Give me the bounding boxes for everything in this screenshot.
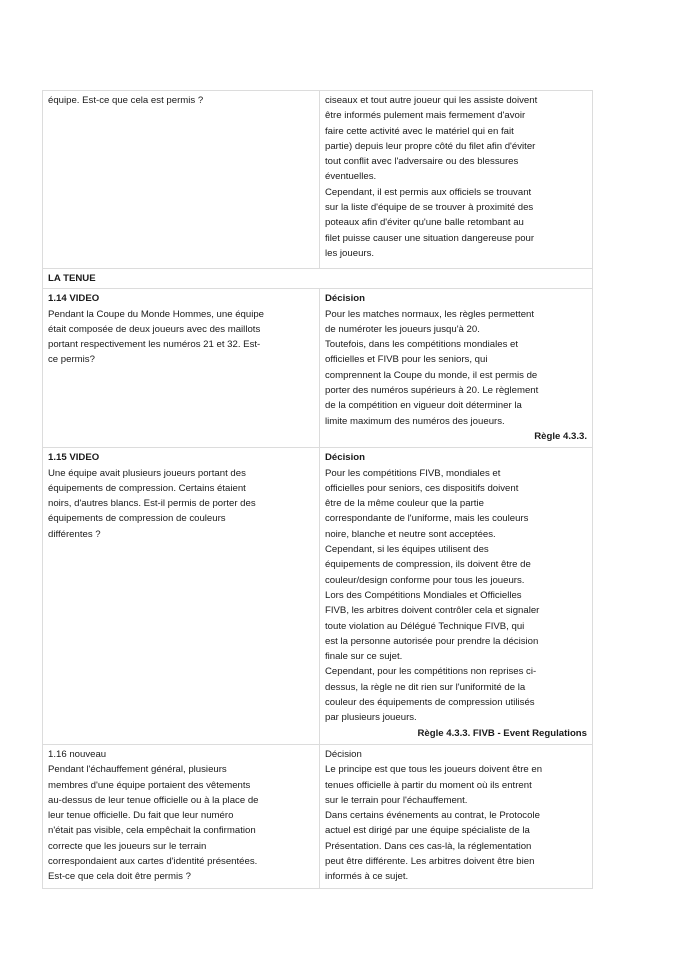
- decision-cell: [320, 289, 593, 448]
- question-cell: [43, 448, 320, 745]
- decision-line: limite maximum des numéros des joueurs.: [325, 415, 505, 427]
- question-line: n'était pas visible, cela empêchait la confirmation: [48, 825, 256, 837]
- section-title: LA TENUE: [43, 269, 593, 289]
- table-row: [43, 289, 593, 448]
- case-heading: 1.16 nouveau: [48, 748, 107, 760]
- section-row: [43, 269, 593, 289]
- table-row: [43, 744, 593, 888]
- decision-line: par plusieurs joueurs.: [325, 712, 417, 724]
- decision-line: actuel est dirigé par une équipe spécialiste de la: [325, 825, 530, 837]
- decision-line: Dans certains événements au contrat, le Protocole: [325, 810, 540, 822]
- decision-heading: Décision: [325, 748, 362, 760]
- decision-line: faire cette activité avec le matériel qui en fait: [325, 125, 514, 137]
- decision-line: est la personne autorisée pour prendre la décision: [325, 635, 539, 647]
- decision-line: les joueurs.: [325, 247, 375, 259]
- decision-line: Cependant, il est permis aux officiels se trouvant: [325, 186, 532, 198]
- decision-line: sur le terrain pour l'échauffement.: [325, 794, 468, 806]
- question-line: leur tenue officielle. Du fait que leur numéro: [48, 810, 234, 822]
- decision-line: porter des numéros supérieurs à 20. Le règlement: [325, 385, 539, 397]
- decision-line: peut être différente. Les arbitres doivent être bien: [325, 855, 535, 867]
- question-line: portant respectivement les numéros 21 et 32. Est-: [48, 339, 261, 351]
- question-line: noirs, d'autres blancs. Est-il permis de porter des: [48, 498, 256, 510]
- decision-line: dessus, la règle ne dit rien sur l'uniformité de la: [325, 681, 526, 693]
- decision-line: de numéroter les joueurs jusqu'à 20.: [325, 323, 480, 335]
- decision-line: Lors des Compétitions Mondiales et Officielles: [325, 589, 522, 601]
- question-line: Pendant la Coupe du Monde Hommes, une équipe: [48, 308, 265, 320]
- decision-line: de la compétition en vigueur doit déterminer la: [325, 400, 522, 412]
- rule-reference: Règle 4.3.3. FIVB - Event Regulations: [417, 727, 587, 739]
- decision-cell: [320, 448, 593, 745]
- decision-heading: Décision: [325, 452, 365, 464]
- decision-line: correspondante de l'uniforme, mais les couleurs: [325, 513, 529, 525]
- question-line: était composée de deux joueurs avec des maillots: [48, 323, 261, 335]
- decision-line: équipements de compression, ils doivent être de: [325, 559, 531, 571]
- rule-reference: Règle 4.3.3.: [534, 430, 587, 442]
- decision-line: officielles et FIVB pour les seniors, qui: [325, 354, 488, 366]
- question-line: Pendant l'échauffement général, plusieurs: [48, 764, 227, 776]
- question-line: correcte que les joueurs sur le terrain: [48, 840, 207, 852]
- question-line: Est-ce que cela doit être permis ?: [48, 871, 191, 883]
- decision-heading: Décision: [325, 293, 365, 305]
- decision-line: Toutefois, dans les compétitions mondiales et: [325, 339, 519, 351]
- decision-line: tout conflit avec l'adversaire ou des blessures: [325, 156, 519, 168]
- decision-line: poteaux afin d'éviter qu'une balle retombant au: [325, 217, 524, 229]
- question-cell: [43, 289, 320, 448]
- decision-line: officielles pour seniors, ces dispositifs doivent: [325, 482, 519, 494]
- question-line: équipements de compression. Certains étaient: [48, 482, 246, 494]
- decision-line: FIVB, les arbitres doivent contrôler cela et signaler: [325, 605, 540, 617]
- decision-line: Pour les matches normaux, les règles permettent: [325, 308, 535, 320]
- decision-line: sur la liste d'équipe de se trouver à proximité des: [325, 202, 534, 214]
- table-row: [43, 91, 593, 269]
- decision-line: finale sur ce sujet.: [325, 651, 403, 663]
- decision-cell: [320, 91, 593, 269]
- question-line: équipe. Est-ce que cela est permis ?: [48, 95, 204, 106]
- case-heading: 1.15 VIDEO: [48, 452, 100, 464]
- casebook-table: [42, 90, 593, 889]
- decision-line: noire, blanche et neutre sont acceptées.: [325, 528, 496, 540]
- question-cell: [43, 91, 320, 269]
- decision-line: ciseaux et tout autre joueur qui les assiste doivent: [325, 95, 538, 106]
- case-heading: 1.14 VIDEO: [48, 293, 100, 305]
- decision-line: être de la même couleur que la partie: [325, 498, 484, 510]
- decision-line: Cependant, si les équipes utilisent des: [325, 544, 489, 556]
- decision-line: couleur des équipements de compression utilisés: [325, 697, 535, 709]
- decision-line: Pour les compétitions FIVB, mondiales et: [325, 467, 501, 479]
- decision-line: toute violation au Délégué Technique FIVB, qui: [325, 620, 525, 632]
- question-line: correspondaient aux cartes d'identité présentées.: [48, 855, 258, 867]
- decision-line: éventuelles.: [325, 171, 377, 183]
- decision-line: Cependant, pour les compétitions non reprises ci-: [325, 666, 537, 678]
- table-row: [43, 448, 593, 745]
- decision-line: comprennent la Coupe du monde, il est permis de: [325, 369, 538, 381]
- question-cell: [43, 744, 320, 888]
- decision-cell: [320, 744, 593, 888]
- question-line: équipements de compression de couleurs: [48, 513, 226, 525]
- decision-line: informés à ce sujet.: [325, 871, 409, 883]
- question-line: différentes ?: [48, 528, 101, 540]
- question-line: ce permis?: [48, 354, 95, 366]
- question-line: au-dessus de leur tenue officielle ou à la place de: [48, 794, 259, 806]
- decision-line: partie) depuis leur propre côté du filet afin d'éviter: [325, 140, 536, 152]
- decision-line: être informés pulement mais fermement d'avoir: [325, 110, 526, 122]
- decision-line: Le principe est que tous les joueurs doivent être en: [325, 764, 543, 776]
- decision-line: couleur/design conforme pour tous les joueurs.: [325, 574, 525, 586]
- question-line: Une équipe avait plusieurs joueurs portant des: [48, 467, 246, 479]
- decision-line: Présentation. Dans ces cas-là, la réglementation: [325, 840, 532, 852]
- question-line: membres d'une équipe portaient des vêtements: [48, 779, 251, 791]
- decision-line: tenues officielle à partir du moment où ils entrent: [325, 779, 532, 791]
- decision-line: filet puisse causer une situation dangereuse pour: [325, 232, 535, 244]
